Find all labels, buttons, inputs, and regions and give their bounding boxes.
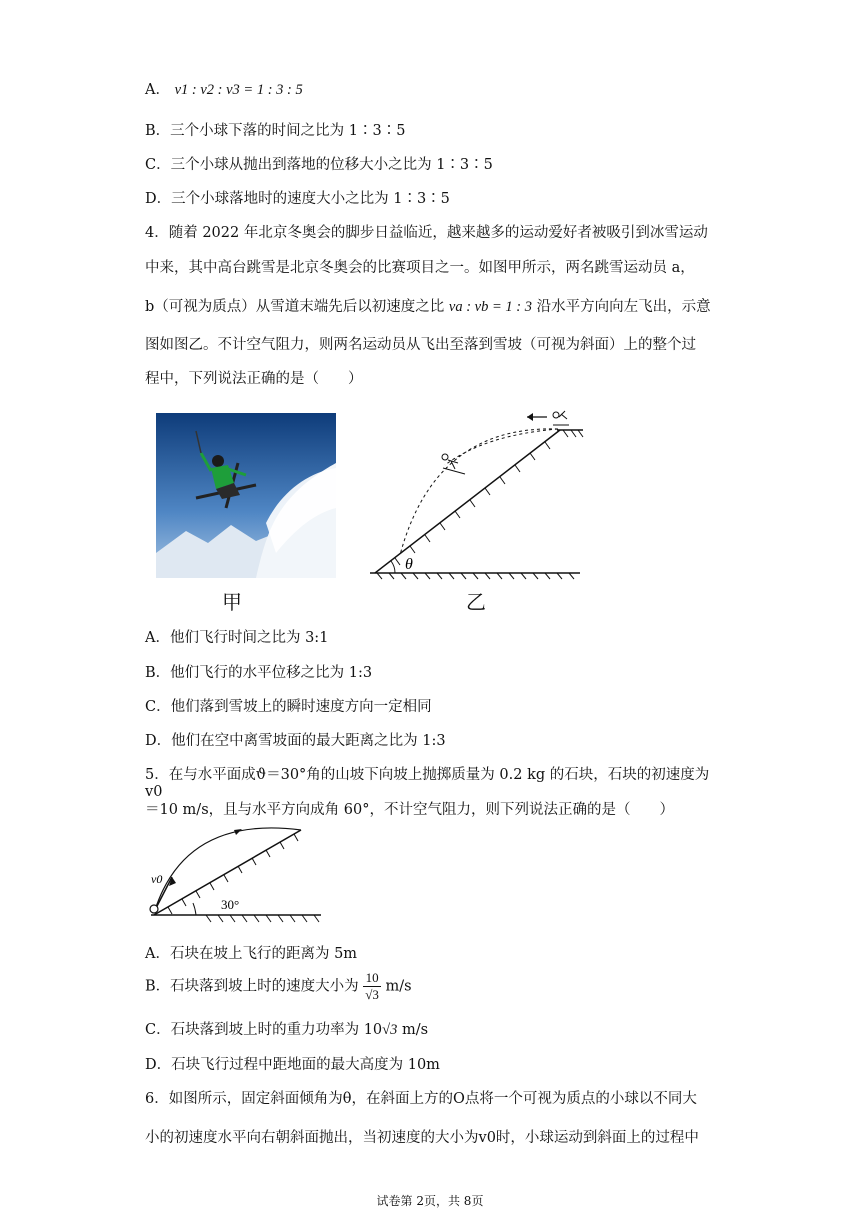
q3-option-a-expr: v1 : v2 : v3 = 1 : 3 : 5: [174, 82, 303, 98]
q4-stem-line4: 图如图乙。不计空气阻力，则两名运动员从飞出至落到雪坡（可视为斜面）上的整个过: [145, 337, 696, 353]
q5-stem-line1: 5．在与水平面成ϑ＝30°角的山坡下向坡上抛掷质量为 0.2 kg 的石块，石块的初速度为 v0: [145, 767, 710, 800]
page-footer: 试卷第 2页，共 8页: [376, 1194, 484, 1208]
v0-label: v0: [151, 872, 163, 886]
q3-option-a: A． v1 : v2 : v3 = 1 : 3 : 5: [145, 82, 303, 98]
q3-option-c: C．三个小球从抛出到落地的位移大小之比为 1∶3∶5: [145, 157, 493, 173]
q3-option-d: D．三个小球落地时的速度大小之比为 1∶3∶5: [145, 191, 450, 207]
q6-stem-line2: 小的初速度水平向右朝斜面抛出，当初速度的大小为v0时，小球运动到斜面上的过程中: [145, 1130, 699, 1146]
q5-stem-line2: ＝10 m/s，且与水平方向成角 60°，不计空气阻力，则下列说法正确的是（ ）: [145, 802, 674, 818]
q5-option-b-fraction: $\frac{10}{√3}$: [365, 970, 379, 1002]
q4-option-b: B．他们飞行的水平位移之比为 1:3: [145, 665, 373, 681]
q6-stem-line1: 6．如图所示，固定斜面倾角为θ，在斜面上方的O点将一个可视为质点的小球以不同大: [145, 1091, 697, 1107]
theta-label: θ: [405, 556, 413, 573]
figure-caption-yi: 乙: [466, 590, 486, 614]
figure-caption-jia: 甲: [222, 590, 242, 614]
q4-velocity-ratio: va : vb = 1 : 3: [448, 299, 532, 315]
q4-stem-line2: 中来，其中高台跳雪是北京冬奥会的比赛项目之一。如图甲所示，两名跳雪运动员 a，: [145, 260, 695, 276]
angle-30-label: 30°: [221, 897, 240, 912]
q4-option-a: A．他们飞行时间之比为 3:1: [145, 630, 329, 646]
ski-jump-photo: [156, 413, 336, 578]
q5-option-a: A．石块在坡上飞行的距离为 5m: [145, 946, 358, 962]
q4-stem-line3: b（可视为质点）从雪道末端先后以初速度之比 va : vb = 1 : 3 沿水平方向向左飞出，示意: [145, 299, 711, 315]
projectile-slope-diagram: [146, 825, 324, 927]
q5-option-c: C．石块落到坡上时的重力功率为 10√3 m/s: [145, 1022, 429, 1038]
q5-option-b: B．石块落到坡上时的速度大小为 $\frac{10}{√3}$ m/s: [145, 970, 412, 1002]
q4-option-c: C．他们落到雪坡上的瞬时速度方向一定相同: [145, 699, 432, 715]
q4-stem-line1: 4．随着 2022 年北京冬奥会的脚步日益临近，越来越多的运动爱好者被吸引到冰雪运动: [145, 225, 708, 241]
ski-slope-diagram: [365, 405, 585, 581]
q5-option-d: D．石块飞行过程中距地面的最大高度为 10m: [145, 1057, 440, 1073]
q4-stem-line5: 程中，下列说法正确的是（ ）: [145, 371, 363, 387]
q3-option-b: B．三个小球下落的时间之比为 1∶3∶5: [145, 123, 406, 139]
q4-option-d: D．他们在空中离雪坡面的最大距离之比为 1:3: [145, 733, 446, 749]
